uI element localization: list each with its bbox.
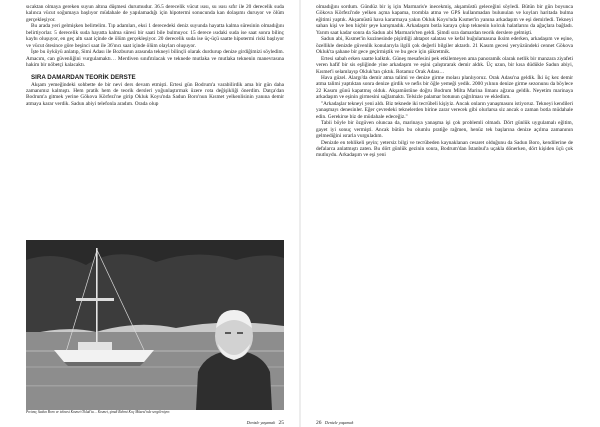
sailboat-portrait-photo (26, 240, 284, 410)
right-paragraph-2: Sadun abi, Kısmet'in kuzinesinde pişirdiği ahtapot salatası ve kefal buğulamasına iksim ederken, arkadaşım ve eşine, özellikle denizde güvenlik konularıyla ilgili çok değerli bilgiler aktardı. 21 Kasım gecesi yeryüzündeki cennet Gökova Okluk'ta şahane bir gece geçirmiştik ve bu gece için şükretmik. (316, 36, 573, 56)
section-heading: SIRA DAMARDAN TEORİK DERSTE (31, 73, 136, 81)
photo-illustration (26, 240, 284, 410)
left-paragraph-3: İşte bu öyküyü anlatıp, Simi Adası ile Bozburun arasında tekneyi bilinçli olarak durdurup denize girdiğimizi söyledim. Amacım, can güvenliğini vurgulamaktı… Merdiven sınıfıtılacak ve teknede mutlaka ve mutlaka teknenin manevrasına hakim bir nöbetçi kalacaktı. (26, 49, 284, 69)
left-folio-magazine: Denizle yaşamak (246, 420, 276, 425)
right-paragraph-6: Tabii böyle bir özgüven oluncaa da, marinaya yanaşma işi çok problemli olmadı. Dört günlük uygulamalı eğitim, gayet iyi sonuç vermişti. Ancak bütün bu olumlu pratiğe rağmen, henüz tek başlarına denize açılma zamanının gelmediğini ısrarla vurguladım. (316, 120, 573, 140)
right-paragraph-1: olmadığını sordum. Gündüz bir iş için Marmaris'e inecekmiş, akşamüstü geleceğini söyledi. Bütün bir gün boyunca Gökova Körfezi'nde yelken açma kapama, trombla atma ve GPS kullanmadan bulunulan ve koyları haritada bulma eğitimi yaptık. Akşamüstü hava kararmaya yakın Okluk Koyu'nda Kısmet'in yanına arkadaşım ve eşi demirledi. Tekneyi sahan kişi ve ben hiçbir şeye karışmadık. Arkadaşım botla karaya çıkıp teknenin kolcuk halatlarını da ağaçlara bağladı. Yarım saat kadar sonra da Sadun abi Marmaris'ten geldi. Şimdi sıra damardan teorik derslere gelmişti. (316, 4, 573, 36)
right-folio-magazine: Denizle yaşamak (324, 420, 354, 425)
right-folio (316, 419, 355, 427)
right-paragraph-4: Hava güzel. Alargı'da demir atma talimi ve denize girme molası planlıyoruz. Orak Adası'na geldik. İki üç kez demir atma talimi yaptıktan sonra denize girdik ve nefis bir öğle yemeği yedik. 2000 yılının denize girme sezonunu da böylece 22 Kasım günü kapatmış olduk. Akşamüstüne doğru Bodrum Milta Marina limanı ağzına geldik. Neyetim marinaya arkadaşım ve eşinin girmesini sağlamaktı. Telsizle palamar botunun çağrılması ve eklediım. (316, 74, 573, 101)
right-paragraph-7: Denizde en tehlikeli şeyin; yetersiz bilgi ve tecrübeden kaynaklanan cesaret olduğunu da Sadun Boro, kendilerine de defalarca anlatmıştı zaten. Bu dört günlük gezinin sonra, Bodrum'dan İstanbul'a uçakla dönerken, dört kişiden üçü çok mutluydu. Arkadaşım ve eşi yeni (316, 139, 573, 159)
left-paragraph-2: Bu arada yeri gelmişken belirtelim. Tıp adamları, eksi 1 derecedeki deniz suyunda hayatta kalma süresinin olmadığını belirtiyorlar. 5 derecelik suda hayatta kalma süresi bir saati bile bulmuyor. 15 derece ısıdaki suda ise saat sonra bilinç kaybı oluşuyor, en geç altı saat içinde de ölüm gerçekleşiyor. 20 derecelik suda ise üç-üçü saatte hipotermi riski başlıyor ve vücut ötesince göre beşinci saat ile 36'ıncı saat içinde ölüm olayları oluşuyor. (26, 23, 284, 49)
right-column (316, 4, 573, 159)
right-page-number: 26 (316, 420, 322, 426)
photo-caption: Pırtınıç Sadun Boro ve teknesi Kısmet Okluk'ta… Kısmet, şimdi Rahmi Koç Müzesi'nde sergileniyor. (26, 410, 171, 414)
left-paragraph-4: Akşam yemeğindeki sohbette de bir nevi ders devam etmişti. Ertesi gün Bodrum'a varabilirdik ama bir gün daha zamanımız kalmıştı. Hem pratik hem de teorik dersleri yoğunlaştırmak üzere rota değişikliği önerdim. Datça'dan Bodrum'a gitmek yerine Gökova Körfezi'ne girip Okluk Koyu'nda Sadun Boro'nun Kısmet yelkenlisinin yanına demir atmaya karar verdik. Sadun abiyi telefonla aradım. Orada olup (26, 81, 284, 107)
left-folio (245, 419, 284, 427)
right-page (300, 0, 600, 427)
right-paragraph-3: Ertesi sabah erken saatte kalktık. Güneş mesafesini pek etkilemeyen ama panoramik olarak netlik bir manzara ziyafeti veren hafif bir sis eşliğinde yine arkadaşım ve eşini çalıştırarak demir aldık. Üç uzun, bir kısa düdükle Sadun abiyi, Kısmet'i selamlayıp Okluk'tan çıktık. Rotamız Orak Adası… (316, 55, 573, 75)
right-paragraph-5: "Arkadaşlar tekneyi yeni aldı. Biz teknede iki tecrübeli kişiyiz. Ancak onların yanaşmasını istiyoruz. Tekneyi kendileri yanaşmayı denesinler. Eğer çevredeki teknelerden birine zarar verecek gibi olurlarsa siz ancak o zaman botla müdahale edin. Gerekirse biz de müdahale edeceğiz." (316, 100, 573, 120)
left-page-number: 25 (278, 420, 284, 426)
left-paragraph-1: sıcaktan olmaya gereken suyun altına düşmesi durumudur. 36.5 derecelik vücut ısısı, su ısısı sıfır ile 20 derecelik suda kalınca vücut soğumaya başlıyor müdahale de yapılamadığı için hipotermi sonucunda kan dolaşımı duruyor ve ölüm gerçekleşiyor. (26, 4, 284, 23)
left-column (26, 4, 284, 107)
